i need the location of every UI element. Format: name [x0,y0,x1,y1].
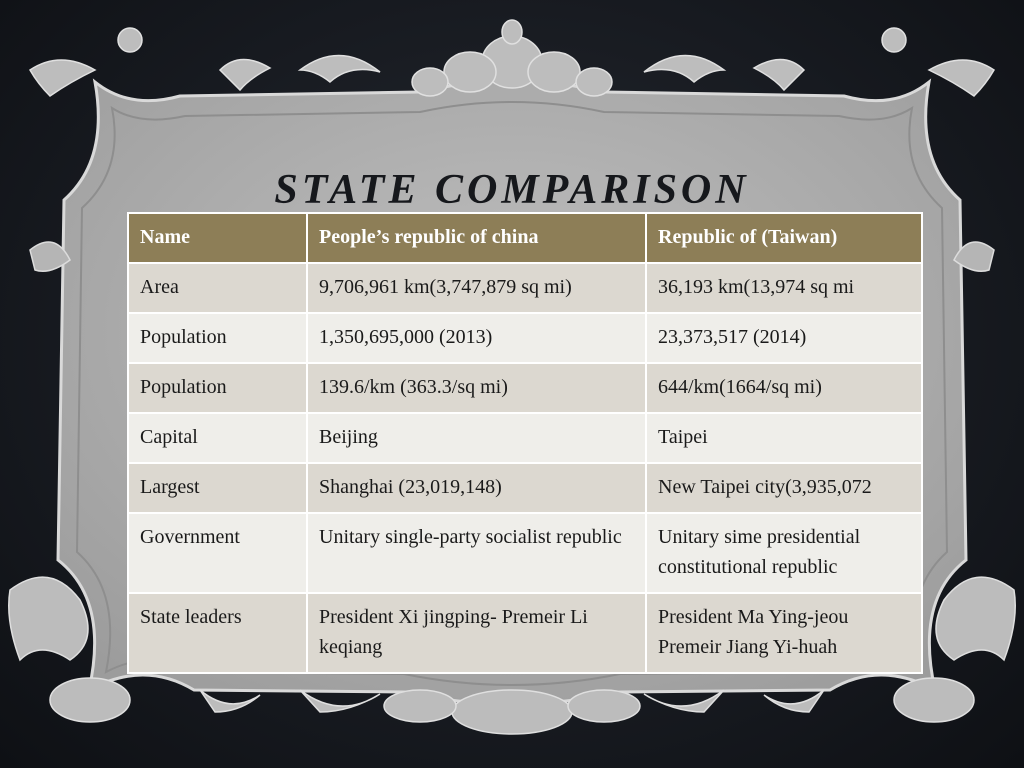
table-cell: Unitary sime presidential constitutional republic [646,513,922,593]
table-row [128,463,922,513]
table-cell: Area [128,263,307,313]
slide-title: STATE COMPARISON [274,167,750,213]
table-header-row [128,213,922,263]
table-cell: 644/km(1664/sq mi) [646,363,922,413]
table-cell: Taipei [646,413,922,463]
column-header-roc: Republic of (Taiwan) [646,213,922,263]
table-cell: Population [128,363,307,413]
table-cell: Shanghai (23,019,148) [307,463,646,513]
table-row [128,593,922,673]
table-cell: New Taipei city(3,935,072 [646,463,922,513]
table-cell: President Ma Ying-jeou Premeir Jiang Yi-huah [646,593,922,673]
table-cell: Population [128,313,307,363]
table-row [128,263,922,313]
table-cell: 1,350,695,000 (2013) [307,313,646,363]
table-row [128,363,922,413]
table-cell: 9,706,961 km(3,747,879 sq mi) [307,263,646,313]
table-cell: Largest [128,463,307,513]
comparison-table [127,212,923,674]
table-cell: Government [128,513,307,593]
table-cell: President Xi jingping- Premeir Li keqiang [307,593,646,673]
table-cell: Unitary single-party socialist republic [307,513,646,593]
table-row [128,313,922,363]
table-cell: 36,193 km(13,974 sq mi [646,263,922,313]
table-cell: Capital [128,413,307,463]
comparison-table-container [127,212,921,674]
table-row [128,413,922,463]
table-cell: 23,373,517 (2014) [646,313,922,363]
table-cell: 139.6/km (363.3/sq mi) [307,363,646,413]
column-header-name: Name [128,213,307,263]
table-cell: State leaders [128,593,307,673]
table-row [128,513,922,593]
table-cell: Beijing [307,413,646,463]
column-header-prc: People’s republic of china [307,213,646,263]
